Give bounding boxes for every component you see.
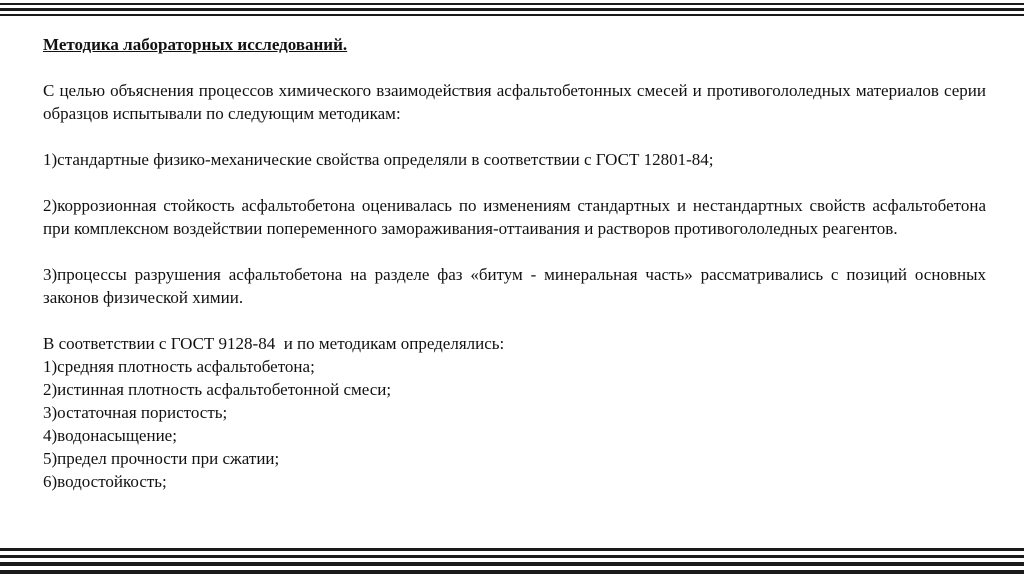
determined-list-lead: В соответствии с ГОСТ 9128-84 и по методикам определялись: — [43, 334, 505, 353]
top-border — [0, 0, 1024, 20]
method-item-3: 3)процессы разрушения асфальтобетона на разделе фаз «битум - минеральная часть» рассматривались с позиций основных законов физической химии. — [43, 265, 986, 307]
slide-content — [43, 34, 986, 493]
list-item: 1)средняя плотность асфальтобетона; — [43, 357, 315, 376]
determined-list — [43, 332, 986, 493]
list-item: 6)водостойкость; — [43, 472, 167, 491]
method-item-1: 1)стандартные физико-механические свойства определяли в соответствии с ГОСТ 12801-84; — [43, 150, 714, 169]
slide-title: Методика лабораторных исследований. — [43, 35, 348, 54]
list-item: 3)остаточная пористость; — [43, 403, 228, 422]
list-item: 2)истинная плотность асфальтобетонной смеси; — [43, 380, 392, 399]
list-item: 5)предел прочности при сжатии; — [43, 449, 280, 468]
method-item-2: 2)коррозионная стойкость асфальтобетона оценивалась по изменениям стандартных и нестандартных свойств асфальтобетона при комплексном воздействии попеременного замораживания-оттаивания и растворов противогололедных реагентов. — [43, 196, 986, 238]
list-item: 4)водонасыщение; — [43, 426, 177, 445]
intro-paragraph: С целью объяснения процессов химического взаимодействия асфальтобетонных смесей и противогололедных материалов серии образцов испытывали по следующим методикам: — [43, 81, 986, 123]
bottom-border — [0, 546, 1024, 574]
